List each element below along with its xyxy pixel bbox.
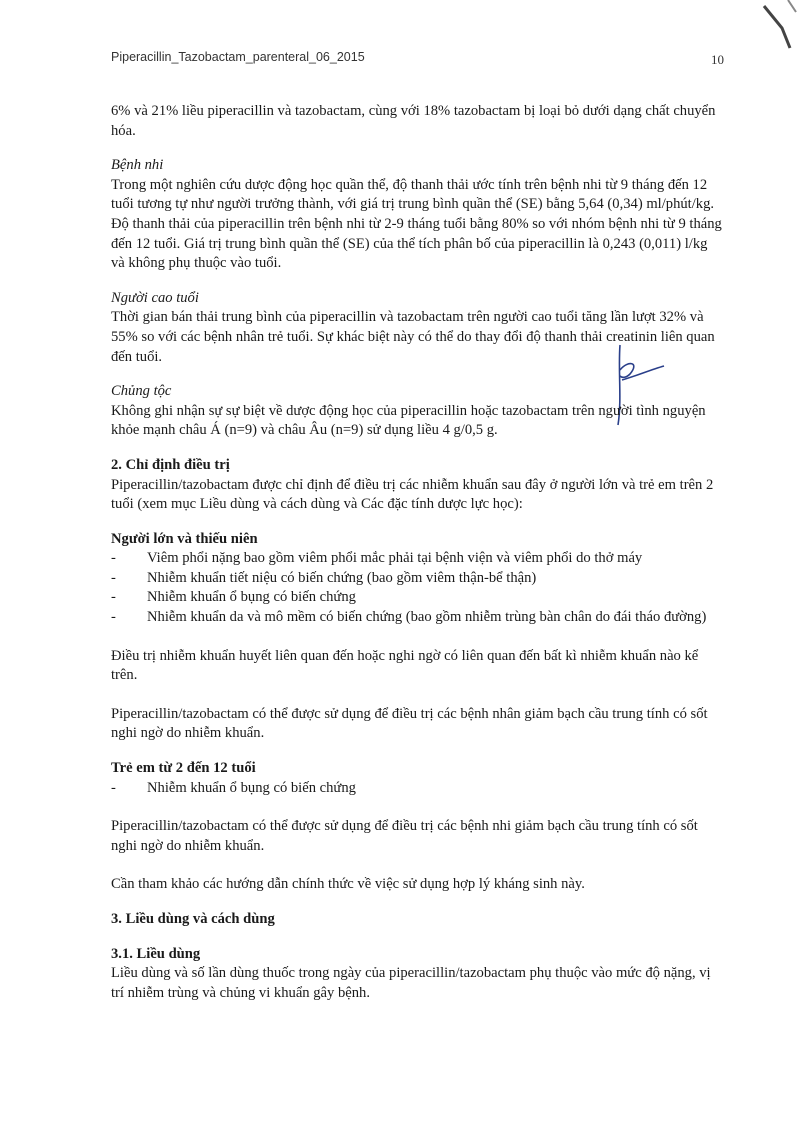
guidance-paragraph: Cần tham khảo các hướng dẫn chính thức về việc sử dụng hợp lý kháng sinh này. (111, 876, 585, 893)
adults-heading: Người lớn và thiếu niên (111, 530, 258, 547)
document-body (111, 102, 723, 1003)
scan-edge-mark (760, 0, 800, 70)
elderly-paragraph: Thời gian bán thải trung bình của piperacillin và tazobactam trên người cao tuổi tăng lần lượt 32% và 55% so với các bệnh nhân trẻ tuổi. Sự khác biệt này có thể do thay đổi độ thanh thải creatinin liên quan đến tuổi. (111, 309, 715, 365)
neutropenia-adult-paragraph: Piperacillin/tazobactam có thể được sử dụng để điều trị các bệnh nhân giảm bạch cầu trung tính có sốt nghi ngờ do nhiễm khuẩn. (111, 705, 708, 742)
indications-heading: 2. Chỉ định điều trị (111, 456, 230, 473)
list-item: - Viêm phổi nặng bao gồm viêm phổi mắc phải tại bệnh viện và viêm phổi do thở máy (111, 549, 723, 569)
document-header-title: Piperacillin_Tazobactam_parenteral_06_2015 (111, 50, 365, 64)
indications-paragraph: Piperacillin/tazobactam được chỉ định để điều trị các nhiễm khuẩn sau đây ở người lớn và trẻ em trên 2 tuổi (xem mục Liều dùng và cách dùng và Các đặc tính dược lực học): (111, 476, 714, 513)
children-indication-list (111, 779, 723, 799)
neutropenia-child-paragraph: Piperacillin/tazobactam có thể được sử dụng để điều trị các bệnh nhi giảm bạch cầu trung tính có sốt nghi ngờ do nhiễm khuẩn. (111, 818, 698, 854)
list-item: - Nhiễm khuẩn tiết niệu có biến chứng (bao gồm viêm thận-bể thận) (111, 569, 723, 589)
intro-paragraph: 6% và 21% liều piperacillin và tazobactam, cùng với 18% tazobactam bị loại bỏ dưới dạng chất chuyển hóa. (111, 103, 716, 139)
dosage-paragraph: Liều dùng và số lần dùng thuốc trong ngày của piperacillin/tazobactam phụ thuộc vào mức độ nặng, vị trí nhiễm trùng và chủng vi khuẩn gây bệnh. (111, 965, 711, 1001)
dosage-subheading: 3.1. Liều dùng (111, 945, 201, 962)
list-item: - Nhiễm khuẩn da và mô mềm có biến chứng (bao gồm nhiễm trùng bàn chân do đái tháo đường) (111, 608, 723, 628)
dosage-heading: 3. Liều dùng và cách dùng (111, 911, 275, 927)
elderly-heading: Người cao tuổi (111, 289, 199, 306)
children-heading: Trẻ em từ 2 đến 12 tuổi (111, 760, 256, 777)
list-item: - Nhiễm khuẩn ổ bụng có biến chứng (111, 588, 723, 608)
race-heading: Chủng tộc (111, 383, 172, 400)
list-item: - Nhiễm khuẩn ổ bụng có biến chứng (111, 779, 723, 799)
race-paragraph: Không ghi nhận sự sự biệt về dược động học của piperacillin hoặc tazobactam trên người tình nguyện khỏe mạnh châu Á (n=9) và châu Âu (n=9) sử dụng liều 4 g/0,5 g. (111, 402, 706, 439)
page-number: 10 (711, 52, 724, 67)
pediatric-paragraph: Trong một nghiên cứu dược động học quần thể, độ thanh thải ước tính trên bệnh nhi từ 9 tháng đến 12 tuổi tương tự như người trưởng thành, với giá trị trung bình quần thể (SE) bằng 5,64 (0,34) ml/phút/kg. Độ thanh thải của piperacillin trên bệnh nhi từ 2-9 tháng tuổi bằng 80% so với nhóm bệnh nhi từ 9 tháng đến 12 tuổi. Giá trị trung bình quần thể (SE) của thể tích phân bố của piperacillin là 0,243 (0,011) l/kg và không phụ thuộc vào tuổi. (111, 176, 722, 272)
bacteremia-paragraph: Điều trị nhiễm khuẩn huyết liên quan đến hoặc nghi ngờ có liên quan đến bất kì nhiễm khuẩn nào kể trên. (111, 647, 699, 684)
adults-indication-list (111, 549, 723, 627)
pediatric-heading: Bệnh nhi (111, 157, 164, 174)
